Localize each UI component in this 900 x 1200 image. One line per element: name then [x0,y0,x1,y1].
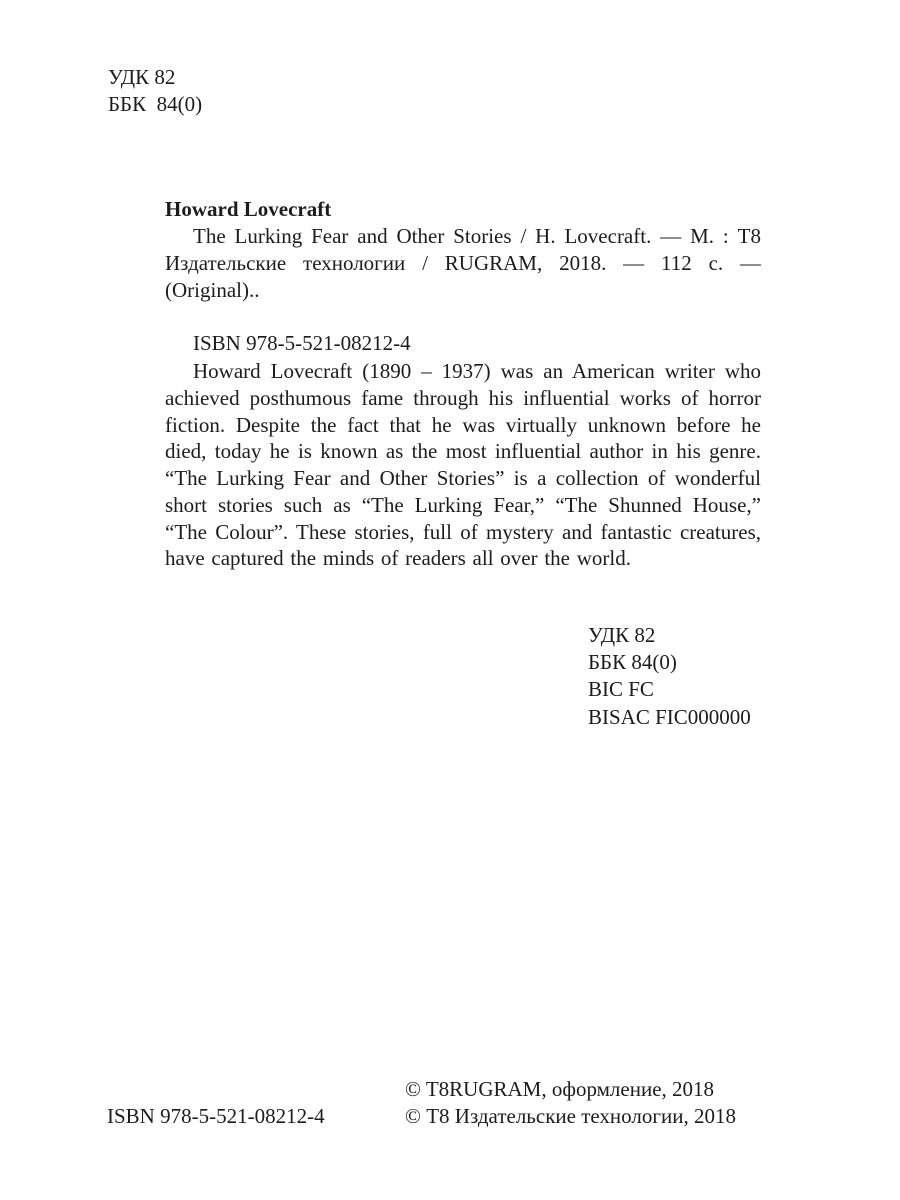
bibliographic-description: The Lurking Fear and Other Stories / H. Lovecraft. — М. : Т8 Издательские технологии / RUGRAM, 2018. — 112 с. — (Original).. [165,224,761,302]
bibliographic-record [165,196,761,357]
copyright-block [405,1076,736,1130]
classification-codes-block [588,622,751,731]
isbn-bottom: ISBN 978-5-521-08212-4 [107,1104,325,1128]
bisac-code: BISAC FIC000000 [588,704,751,729]
bic-code: BIC FC [588,677,654,702]
copyright-publisher-line: © Т8 Издательские технологии, 2018 [405,1104,736,1128]
author-name: Howard Lovecraft [165,197,332,221]
udk-code-top: УДК 82 [108,65,176,89]
top-classification-codes [108,64,202,118]
bbk-code: ББК 84(0) [588,650,677,675]
book-annotation: Howard Lovecraft (1890 – 1937) was an American writer who achieved posthumous fame through his influential works of horror fiction. Despite the fact that he was virtually unknown before he died, today he is known as the most influential author in his genre. “The Lurking Fear and Other Stories” is a collection of wonderful short stories such as “The Lurking Fear,” “The Shunned House,” “The Colour”. These stories, full of mystery and fantastic creatures, have captured the minds of readers all over the world. [165,359,761,571]
copyright-design-line: © T8RUGRAM, оформление, 2018 [405,1077,715,1101]
isbn-number: ISBN 978-5-521-08212-4 [193,331,411,356]
bbk-code-top: ББК 84(0) [108,92,203,116]
udk-code: УДК 82 [588,623,656,647]
